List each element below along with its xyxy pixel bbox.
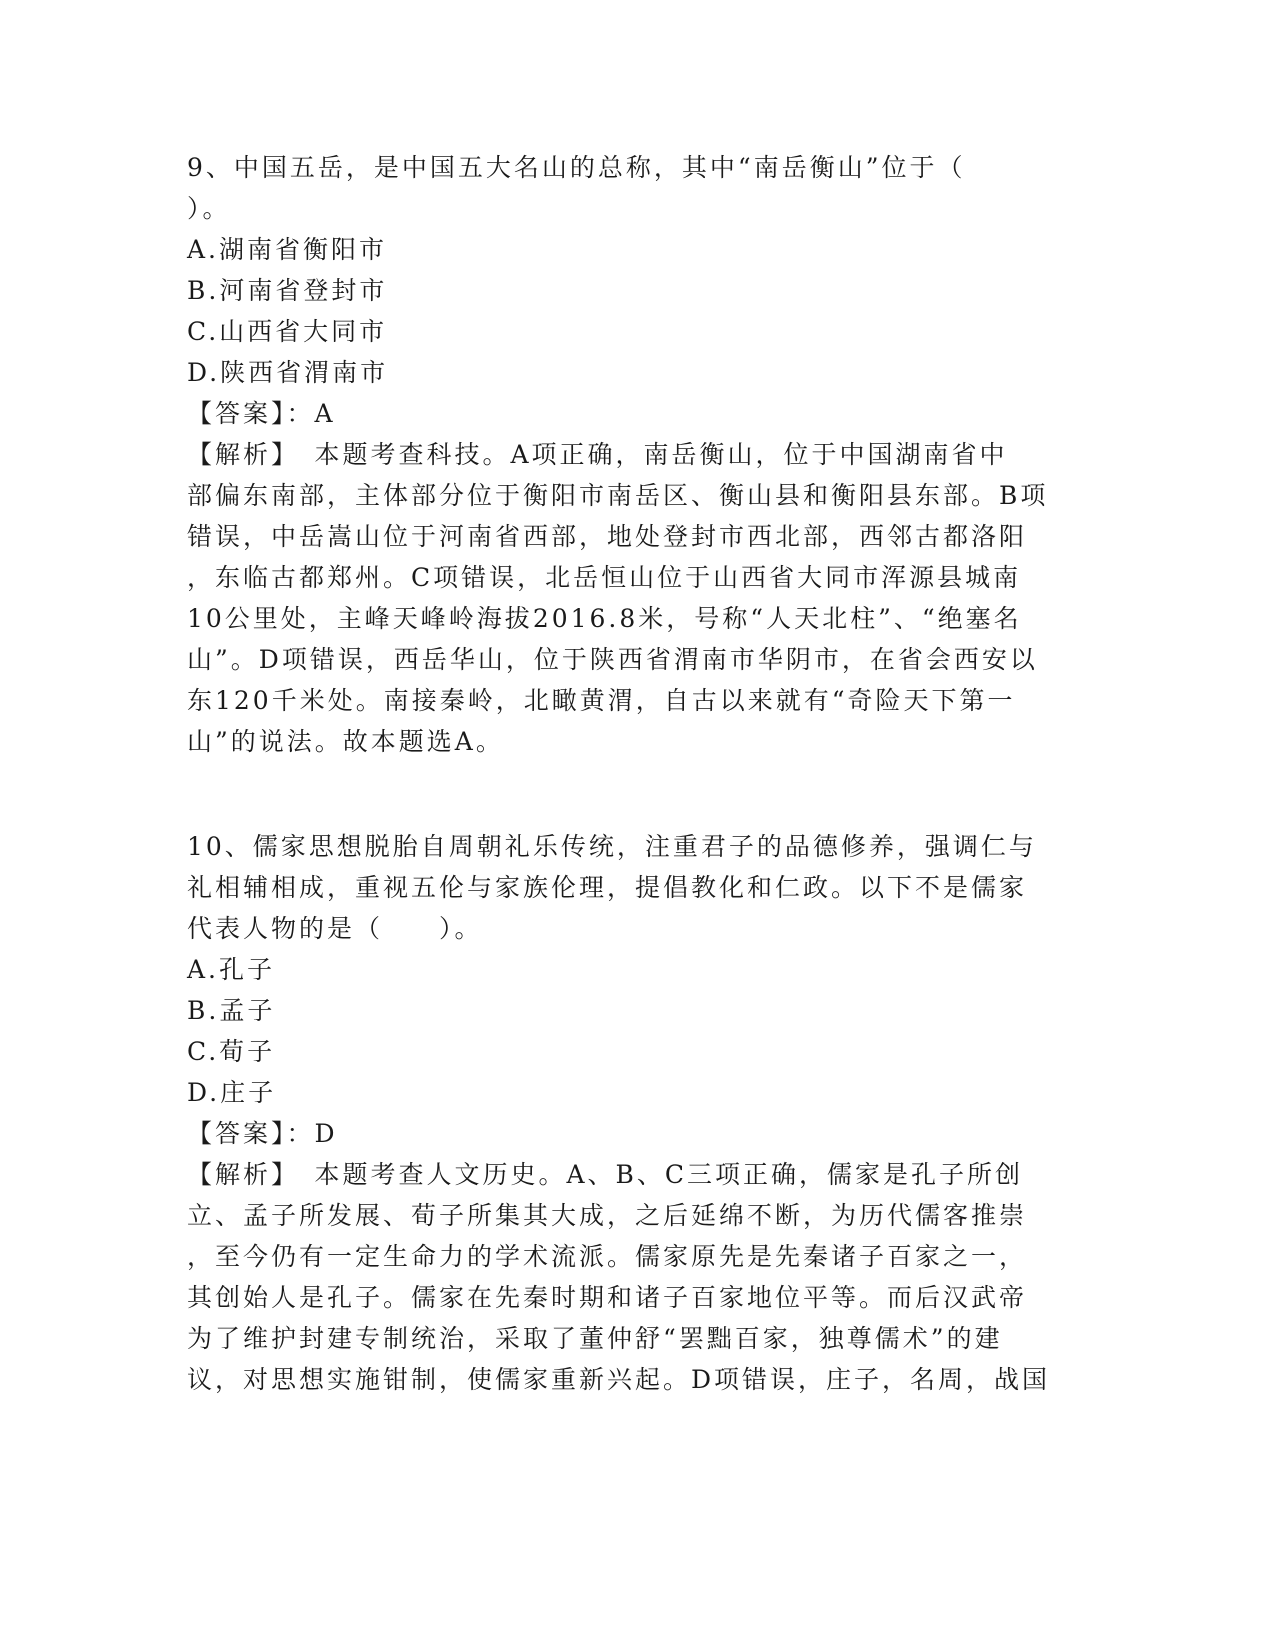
analysis-line: ，至今仍有一定生命力的学术流派。儒家原先是先秦诸子百家之一，: [187, 1242, 1028, 1271]
option-b: B.河南省登封市: [187, 276, 388, 305]
analysis-line: 部偏东南部，主体部分位于衡阳市南岳区、衡山县和衡阳县东部。B项: [187, 481, 1049, 510]
analysis-line: 【解析】 本题考查人文历史。A、B、C三项正确，儒家是孔子所创: [187, 1160, 1024, 1189]
question-stem-line: ）。: [187, 194, 231, 223]
option-d: D.庄子: [187, 1078, 277, 1107]
analysis-line: 【解析】 本题考查科技。A项正确，南岳衡山，位于中国湖南省中: [187, 440, 1008, 469]
analysis-line: ，东临古都郑州。C项错误，北岳恒山位于山西省大同市浑源县城南: [187, 563, 1022, 592]
option-d: D.陕西省渭南市: [187, 358, 389, 387]
option-c: C.山西省大同市: [187, 317, 388, 346]
option-a: A.湖南省衡阳市: [187, 235, 388, 264]
question-stem-line: 礼相辅相成，重视五伦与家族伦理，提倡教化和仁政。以下不是儒家: [187, 873, 1028, 902]
analysis-line: 10公里处，主峰天峰岭海拔2016.8米，号称“人天北柱”、“绝塞名: [187, 604, 1022, 633]
analysis-line: 议，对思想实施钳制，使儒家重新兴起。D项错误，庄子，名周，战国: [187, 1365, 1051, 1394]
analysis-line: 立、孟子所发展、荀子所集其大成，之后延绵不断，为历代儒客推崇: [187, 1201, 1028, 1230]
answer-line: 【答案】：A: [187, 399, 336, 428]
answer-line: 【答案】：D: [187, 1119, 338, 1148]
analysis-line: 为了维护封建专制统治，采取了董仲舒“罢黜百家，独尊儒术”的建: [187, 1324, 1003, 1353]
analysis-line: 东120千米处。南接秦岭，北瞰黄渭，自古以来就有“奇险天下第一: [187, 686, 1016, 715]
analysis-line: 山”。D项错误，西岳华山，位于陕西省渭南市华阴市，在省会西安以: [187, 645, 1038, 674]
question-stem-line: 代表人物的是（ ）。: [187, 914, 483, 943]
question-stem-line: 10、儒家思想脱胎自周朝礼乐传统，注重君子的品德修养，强调仁与: [187, 832, 1037, 861]
question-stem-line: 9、中国五岳，是中国五大名山的总称，其中“南岳衡山”位于（: [187, 153, 966, 182]
option-c: C.荀子: [187, 1037, 276, 1066]
option-b: B.孟子: [187, 996, 276, 1025]
analysis-line: 错误，中岳嵩山位于河南省西部，地处登封市西北部，西邻古都洛阳: [187, 522, 1028, 551]
option-a: A.孔子: [187, 955, 276, 984]
analysis-line: 山”的说法。故本题选A。: [187, 727, 504, 756]
analysis-line: 其创始人是孔子。儒家在先秦时期和诸子百家地位平等。而后汉武帝: [187, 1283, 1028, 1312]
